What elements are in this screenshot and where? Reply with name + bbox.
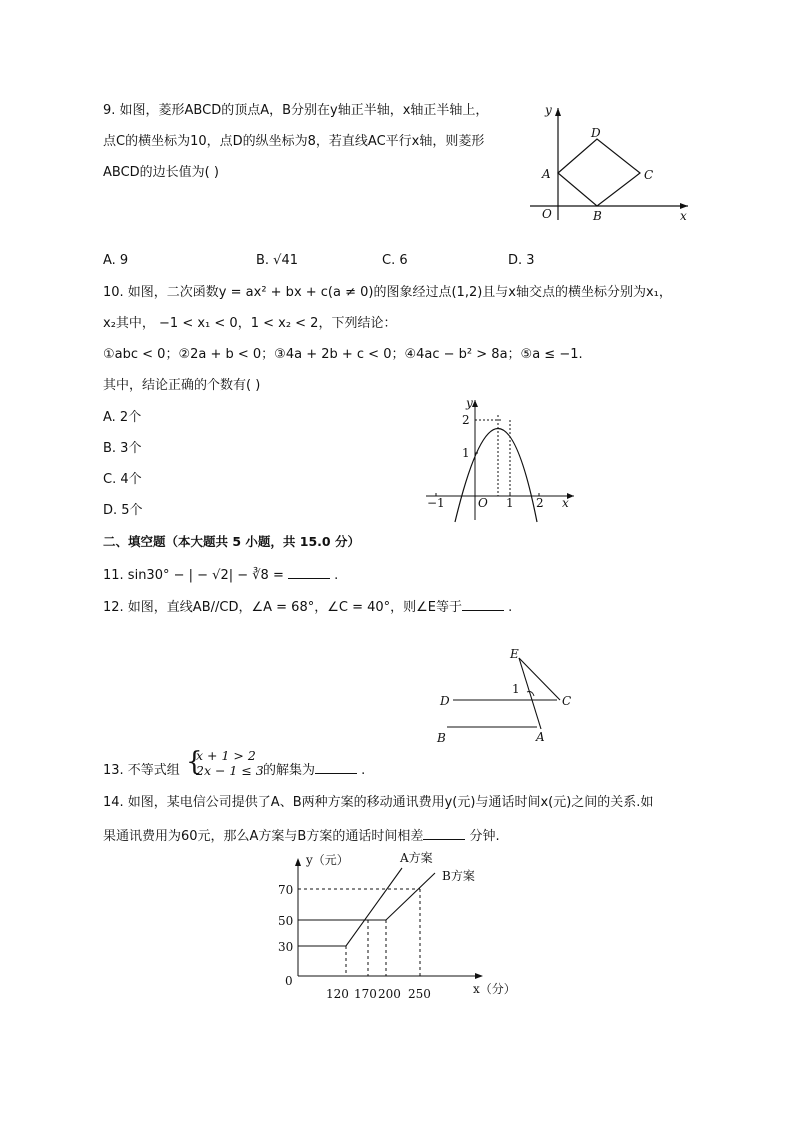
q14-y-axis-label: y（元） [306,853,349,867]
q9-stem-line-2: 点C的横坐标为10，点D的纵坐标为8，若直线AC平行x轴，则菱形 [103,134,485,149]
q13-brace-icon: { [186,747,203,777]
q12-point-d: D [440,694,450,708]
q13-suffix-text: 的解集为 [263,763,316,778]
q10-option-a: A. 2个 [103,410,142,425]
q10-x-tick-neg1: −1 [427,496,445,510]
q10-option-c: C. 4个 [103,472,142,487]
q9-option-b: B. √41 [256,253,299,268]
q9-stem-line-3: ABCD的边长值为( ) [103,165,219,180]
q10-option-d: D. 5个 [103,503,143,518]
q11-end: . [329,568,339,583]
q14-answer-blank[interactable] [423,827,465,840]
q12-parallel-lines-figure [430,645,580,745]
q10-stem-line-4: 其中，结论正确的个数有( ) [103,378,261,393]
q12-point-a: A [536,730,545,744]
q14-x-tick-200: 200 [378,987,401,1001]
q14-y-tick-70: 70 [278,883,294,897]
q11-stem [103,566,338,584]
q12-end: . [504,600,513,615]
q14-y-tick-30: 30 [278,940,294,954]
q10-y-tick-2: 2 [462,413,470,427]
q13-ineq-row-2: 2x − 1 ≤ 3 [196,763,264,778]
q9-point-d: D [591,126,601,140]
q14-plan-chart [270,848,530,1003]
section-fill-in-title: 二、填空题（本大题共 5 小题，共 15.0 分） [103,534,360,549]
q14-stem-line-1: 14. 如图，某电信公司提供了A、B两种方案的移动通讯费用y(元)与通话时间x(元)之间的关系.如 [103,795,654,810]
q9-option-a: A. 9 [103,253,129,268]
q10-stem-line-2: x₂其中， −1 < x₁ < 0，1 < x₂ < 2，下列结论： [103,316,397,331]
q14-y-tick-0: 0 [285,974,293,988]
q12-text: 12. 如图，直线AB//CD，∠A = 68°，∠C = 40°，则∠E等于 [103,600,463,615]
q9-x-label: x [680,209,687,223]
q10-x-tick-2: 2 [536,496,544,510]
q14-stem-line-2 [103,827,500,845]
q12-point-b: B [437,731,446,745]
q12-angle-1: 1 [512,682,520,696]
q12-point-c: C [562,694,572,708]
q14-x-axis-label: x（分） [473,982,516,996]
q9-point-b: B [593,209,602,223]
q14-plan-b-label: B方案 [442,869,475,883]
q9-point-c: C [644,168,654,182]
q9-origin-label: O [542,207,552,221]
q9-y-label: y [545,103,552,117]
q14-y-tick-50: 50 [278,914,294,928]
q10-y-tick-1: 1 [462,446,470,460]
q12-point-e: E [510,647,519,661]
q10-x-tick-1: 1 [506,496,514,510]
q9-stem-line-1: 9. 如图，菱形ABCD的顶点A，B分别在y轴正半轴，x轴正半轴上， [103,103,489,118]
q13-end: . [357,763,366,778]
q14-plan-a-label: A方案 [400,851,433,865]
q14-x-tick-250: 250 [408,987,431,1001]
q14-x-tick-170: 170 [354,987,377,1001]
q11-answer-blank[interactable] [288,566,330,579]
q13-suffix [263,759,365,778]
q12-stem [103,598,512,616]
q9-option-c: C. 6 [382,253,408,268]
q14-line-2-text: 果通讯费用为60元，那么A方案与B方案的通话时间相差 [103,829,424,844]
q9-option-d: D. 3 [508,253,535,268]
q10-stem-line-1: 10. 如图，二次函数y = ax² + bx + c(a ≠ 0)的图象经过点(1,2)且与x轴交点的横坐标分别为x₁， [103,285,672,300]
q14-x-tick-120: 120 [326,987,349,1001]
q9-rhombus-figure [530,100,700,230]
q10-origin-label: O [478,496,488,510]
q10-stem-line-3: ①abc < 0；②2a + b < 0；③4a + 2b + c < 0；④4ac − b² > 8a；⑤a ≤ −1. [103,347,583,362]
q12-answer-blank[interactable] [462,598,504,611]
q10-option-b: B. 3个 [103,441,142,456]
q13-answer-blank[interactable] [315,761,357,774]
q10-y-label: y [466,396,473,410]
q9-point-a: A [542,167,551,181]
q10-parabola-figure [422,395,582,525]
q10-x-label: x [562,496,569,510]
q13-prefix: 13. 不等式组 [103,763,180,778]
q11-text: 11. sin30° − | − √2| − ∛8 = [103,568,288,583]
q13-ineq-row-1: x + 1 > 2 [196,748,256,763]
q14-line-2-end: 分钟. [465,829,500,844]
